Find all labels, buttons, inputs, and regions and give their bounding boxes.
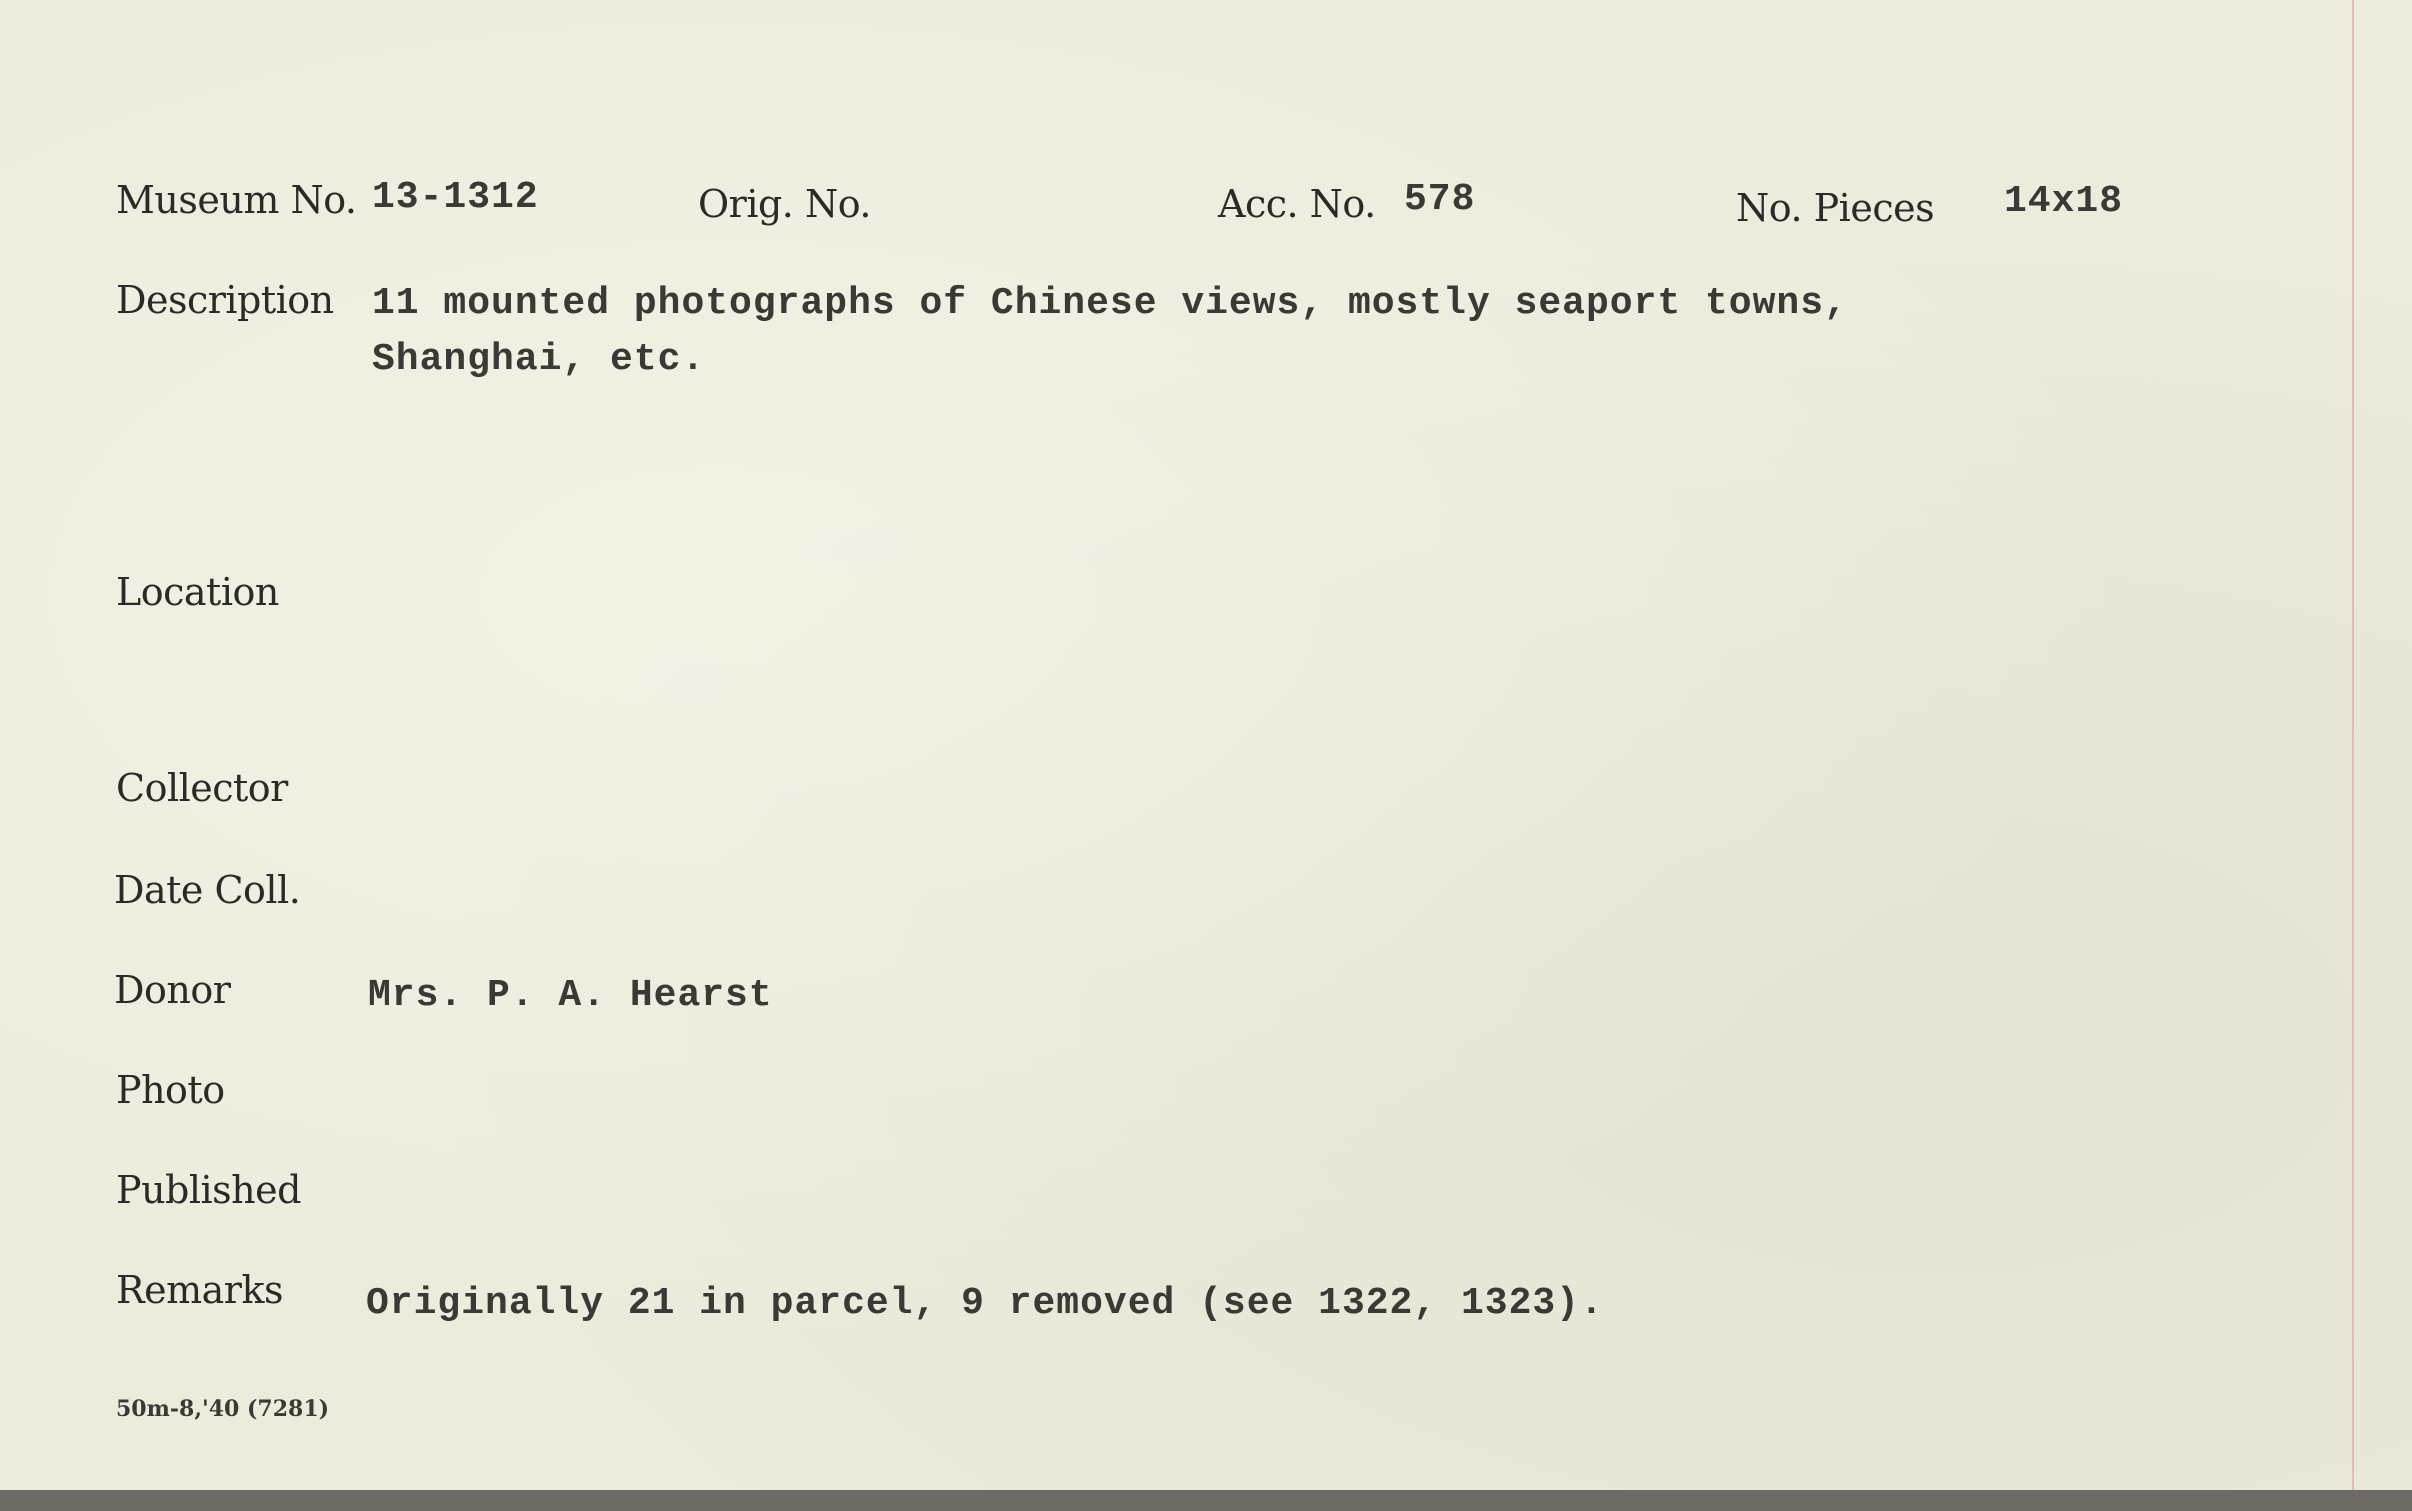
description-label: Description: [116, 278, 334, 322]
acc-no-label: Acc. No.: [1218, 182, 1376, 226]
orig-no-label: Orig. No.: [698, 182, 871, 226]
location-label: Location: [116, 570, 279, 614]
margin-line: [2352, 0, 2354, 1490]
date-coll-label: Date Coll.: [114, 868, 301, 912]
published-label: Published: [116, 1168, 301, 1212]
donor-value: Mrs. P. A. Hearst: [368, 974, 773, 1017]
remarks-label: Remarks: [116, 1268, 283, 1312]
collector-label: Collector: [116, 766, 288, 810]
footer-print-code: 50m-8,'40 (7281): [116, 1396, 330, 1422]
museum-no-value: 13-1312: [372, 176, 539, 219]
description-line-2: Shanghai, etc.: [372, 338, 706, 381]
description-line-1: 11 mounted photographs of Chinese views, mostly seaport towns,: [372, 282, 1848, 325]
no-pieces-value: 14x18: [2004, 180, 2124, 223]
remarks-value: Originally 21 in parcel, 9 removed (see 1322, 1323).: [366, 1282, 1604, 1325]
museum-no-label: Museum No.: [116, 178, 357, 222]
donor-label: Donor: [114, 968, 231, 1012]
card-bottom-edge: [0, 1490, 2412, 1511]
no-pieces-label: No. Pieces: [1736, 186, 1935, 230]
acc-no-value: 578: [1404, 178, 1476, 221]
photo-label: Photo: [116, 1068, 225, 1112]
